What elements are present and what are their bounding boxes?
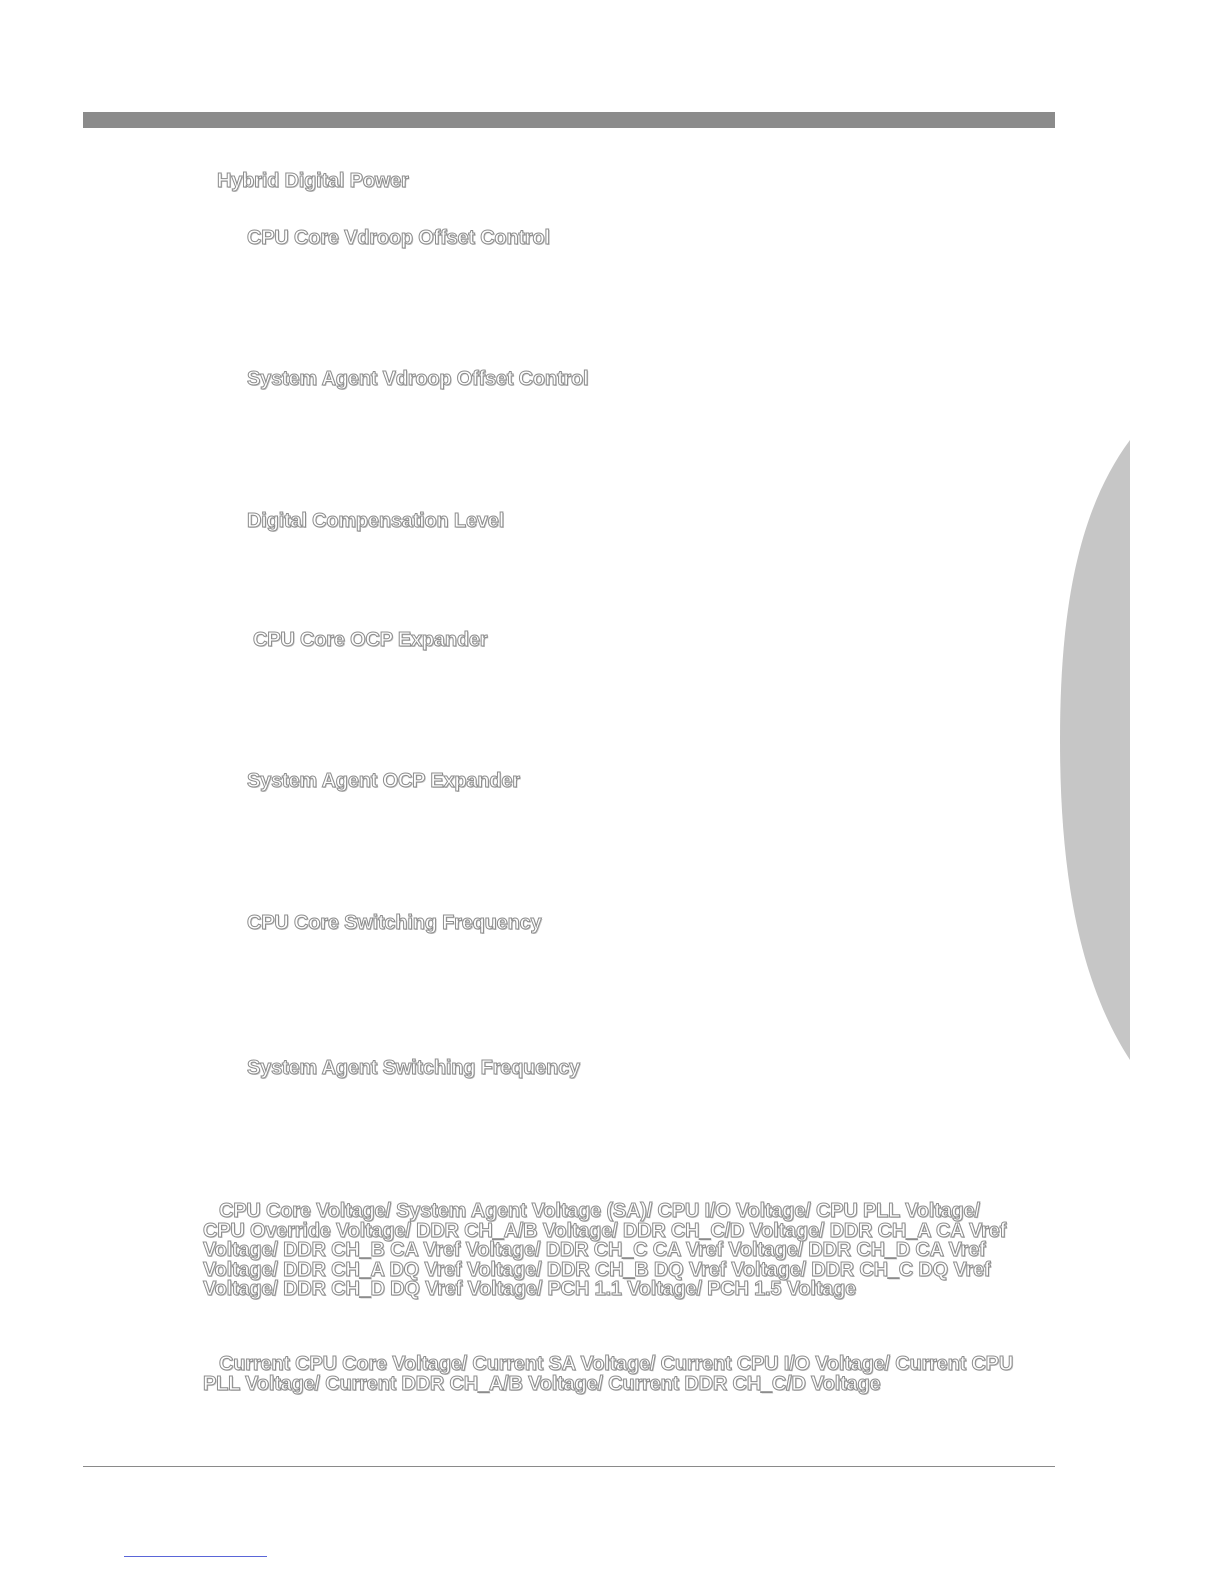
chapter-side-tab [1058,440,1130,1060]
setting-cpu-core-ocp-expander: CPU Core OCP Expander [253,629,488,651]
header-bar [83,112,1055,128]
current-voltages-paragraph: Current CPU Core Voltage/ Current SA Voltage/ Current CPU I/O Voltage/ Current CPU PLL Voltage/ Current DDR CH_A/B Voltage/ Current DDR CH_C/D Voltage [203,1353,1014,1395]
voltage-settings-paragraph: CPU Core Voltage/ System Agent Voltage (SA)/ CPU I/O Voltage/ CPU PLL Voltage/ CPU Override Voltage/ DDR CH_A/B Voltage/ DDR CH_C/D Voltage/ DDR CH_A CA Vref Voltage/ DDR CH_B CA Vref Voltage/ DDR CH_C CA Vref Voltage/ DDR CH_D CA Vref Voltage/ DDR CH_A DQ Vref Voltage/ DDR CH_B DQ Vref Voltage/ DDR CH_C DQ Vref Voltage/ DDR CH_D DQ Vref Voltage/ PCH 1.1 Voltage/ PCH 1.5 Voltage [203,1200,1007,1301]
footer-rule [83,1466,1055,1467]
setting-cpu-core-vdroop-offset-control: CPU Core Vdroop Offset Control [247,227,550,249]
setting-system-agent-vdroop-offset-control: System Agent Vdroop Offset Control [247,368,589,390]
setting-system-agent-ocp-expander: System Agent OCP Expander [247,770,520,792]
setting-system-agent-switching-frequency: System Agent Switching Frequency [247,1057,580,1079]
footer-link-underline[interactable] [124,1556,267,1557]
section-title: Hybrid Digital Power [217,170,409,192]
setting-cpu-core-switching-frequency: CPU Core Switching Frequency [247,912,542,934]
setting-digital-compensation-level: Digital Compensation Level [247,510,505,532]
